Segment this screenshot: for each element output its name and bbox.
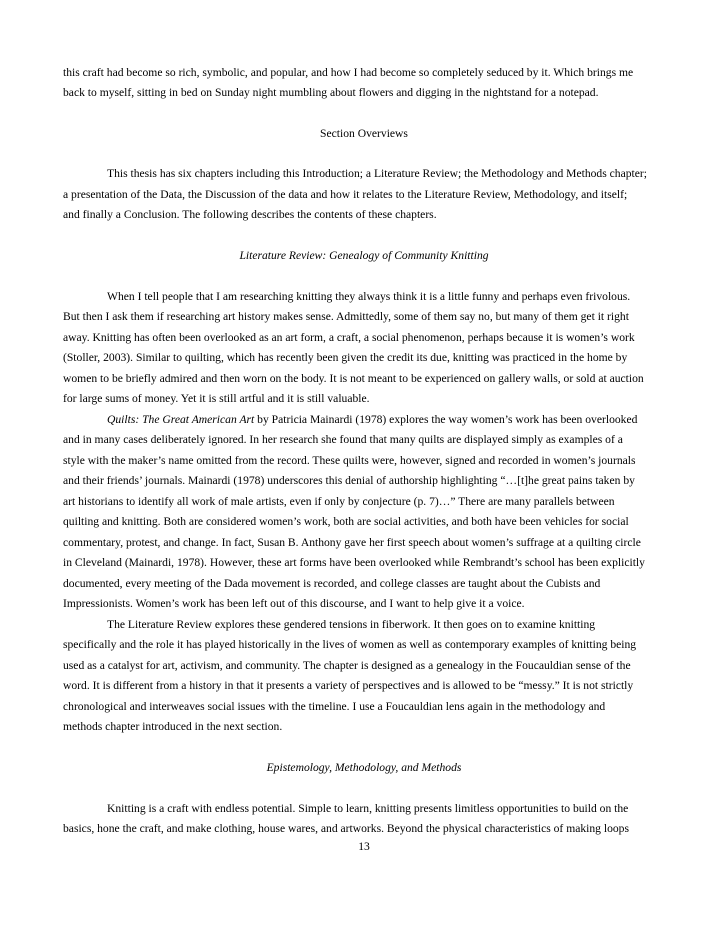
body-line: quilting and knitting. Both are considered women’s work, both are social activities, and both have been vehicles for social [63, 515, 629, 528]
body-line: documented, every meeting of the Dada movement is recorded, and college classes are taught about the Cubists and [63, 577, 601, 590]
body-line: used as a catalyst for art, activism, and community. The chapter is designed as a genealogy in the Foucauldian sense of the [63, 659, 631, 672]
subsection-heading: Literature Review: Genealogy of Community Knitting [239, 249, 489, 262]
body-line: back to myself, sitting in bed on Sunday night mumbling about flowers and digging in the nightstand for a notepad. [63, 86, 599, 99]
body-line: basics, hone the craft, and make clothing, house wares, and artworks. Beyond the physical characteristics of making loops [63, 822, 629, 835]
body-line: Knitting is a craft with endless potential. Simple to learn, knitting presents limitless opportunities to build on the [107, 802, 629, 815]
book-title: Quilts: The Great American Art [107, 413, 255, 426]
body-line: in Cleveland (Mainardi, 1978). However, these art forms have been overlooked while Rembrandt’s school has been explicitly [63, 556, 645, 569]
body-line: and their friends’ journals. Mainardi (1978) underscores this denial of authorship highlighting “…[t]he great pains taken by [63, 474, 635, 487]
body-line: and finally a Conclusion. The following describes the contents of these chapters. [63, 208, 437, 221]
subsection-heading: Epistemology, Methodology, and Methods [266, 761, 462, 774]
body-line: women to be briefly admired and then worn on the body. It is not meant to be experienced on gallery walls, or sold at auction [63, 372, 644, 385]
page-number: 13 [358, 840, 370, 853]
body-line: The Literature Review explores these gendered tensions in fiberwork. It then goes on to examine knitting [107, 618, 596, 631]
body-line: for large sums of money. Yet it is still artful and it is still valuable. [63, 392, 370, 405]
body-line: This thesis has six chapters including this Introduction; a Literature Review; the Methodology and Methods chapter; [107, 167, 647, 180]
body-line: and in many cases deliberately ignored. In her research she found that many quilts are displayed simply as examples of a [63, 433, 623, 446]
body-text: by Patricia Mainardi (1978) explores the way women’s work has been overlooked [254, 413, 638, 426]
body-line [107, 413, 637, 427]
body-line: But then I ask them if researching art history makes sense. Admittedly, some of them say no, but many of them get it right [63, 310, 629, 323]
body-line: When I tell people that I am researching knitting they always think it is a little funny and perhaps even frivolous. [107, 290, 631, 303]
body-line: chronological and interweaves social issues with the timeline. I use a Foucauldian lens again in the methodology and [63, 700, 606, 713]
body-line: specifically and the role it has played historically in the lives of women as well as contemporary examples of knitting being [63, 638, 637, 651]
section-heading: Section Overviews [320, 127, 408, 140]
body-line: commentary, protest, and change. In fact, Susan B. Anthony gave her first speech about women’s suffrage at a quilting circle [63, 536, 641, 549]
body-line: away. Knitting has often been overlooked as an art form, a craft, a social phenomenon, perhaps because it is women’s work [63, 331, 635, 344]
body-line: style with the maker’s name omitted from the record. These quilts were, however, signed and recorded in women’s journals [63, 454, 636, 467]
body-line: methods chapter introduced in the next section. [63, 720, 283, 733]
body-line: word. It is different from a history in that it presents a variety of perspectives and is allowed to be “messy.” It is not strictly [63, 679, 634, 692]
body-line: Impressionists. Women’s work has been left out of this discourse, and I want to help give it a voice. [63, 597, 525, 610]
body-line: art historians to identify all work of male artists, even if only by conjecture (p. 7)…” There are many parallels between [63, 495, 615, 508]
body-line: (Stoller, 2003). Similar to quilting, which has recently been given the credit its due, knitting was practiced in the home by [63, 351, 628, 364]
body-line: this craft had become so rich, symbolic, and popular, and how I had become so completely seduced by it. Which brings me [63, 66, 634, 79]
body-line: a presentation of the Data, the Discussion of the data and how it relates to the Literature Review, Methodology, and itself; [63, 188, 628, 201]
